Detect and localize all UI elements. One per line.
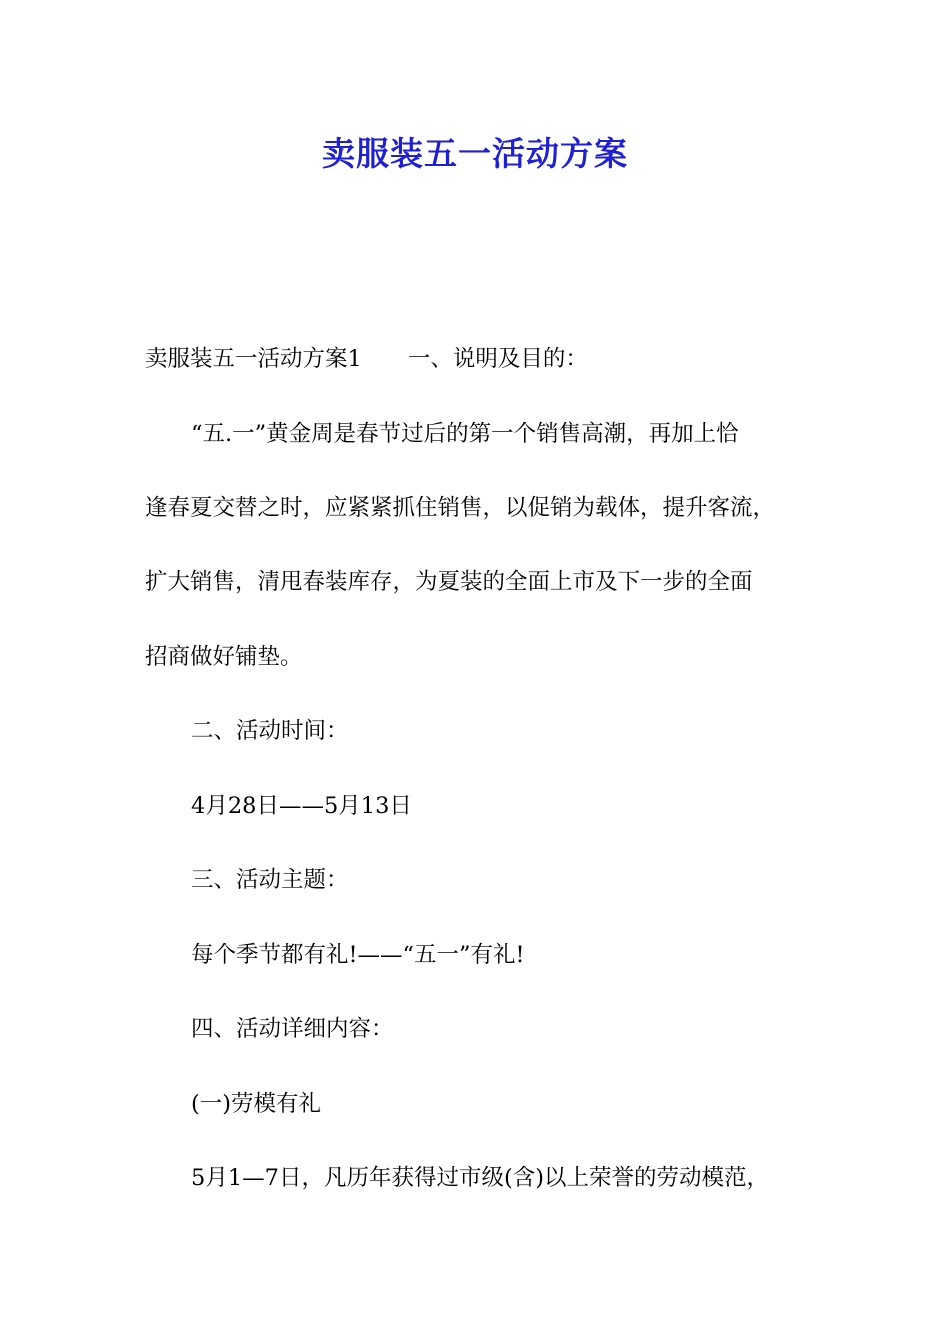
body-line-3: 逢春夏交替之时，应紧紧抓住销售，以促销为载体，提升客流， <box>145 495 776 521</box>
body-line-12: 5月1—7日，凡历年获得过市级(含)以上荣誉的劳动模范， <box>191 1165 770 1191</box>
section-3-heading: 三、活动主题： <box>191 867 349 893</box>
body-line-1 <box>145 344 588 374</box>
body-line-4: 扩大销售，清甩春装库存，为夏装的全面上市及下一步的全面 <box>145 569 753 595</box>
body-line-5: 招商做好铺垫。 <box>145 644 303 670</box>
activity-theme: 每个季节都有礼!——“五一”有礼! <box>191 942 525 968</box>
section-1-heading: 一、说明及目的： <box>407 346 588 372</box>
subsection-1-heading: (一)劳模有礼 <box>191 1091 322 1117</box>
activity-dates: 4月28日——5月13日 <box>191 793 412 819</box>
body-line-2: “五.一”黄金周是春节过后的第一个销售高潮，再加上恰 <box>191 421 739 447</box>
section-2-heading: 二、活动时间： <box>191 718 349 744</box>
plan-heading: 卖服装五一活动方案1 <box>145 346 362 372</box>
document-title: 卖服装五一活动方案 <box>322 134 628 173</box>
section-4-heading: 四、活动详细内容： <box>191 1016 394 1042</box>
